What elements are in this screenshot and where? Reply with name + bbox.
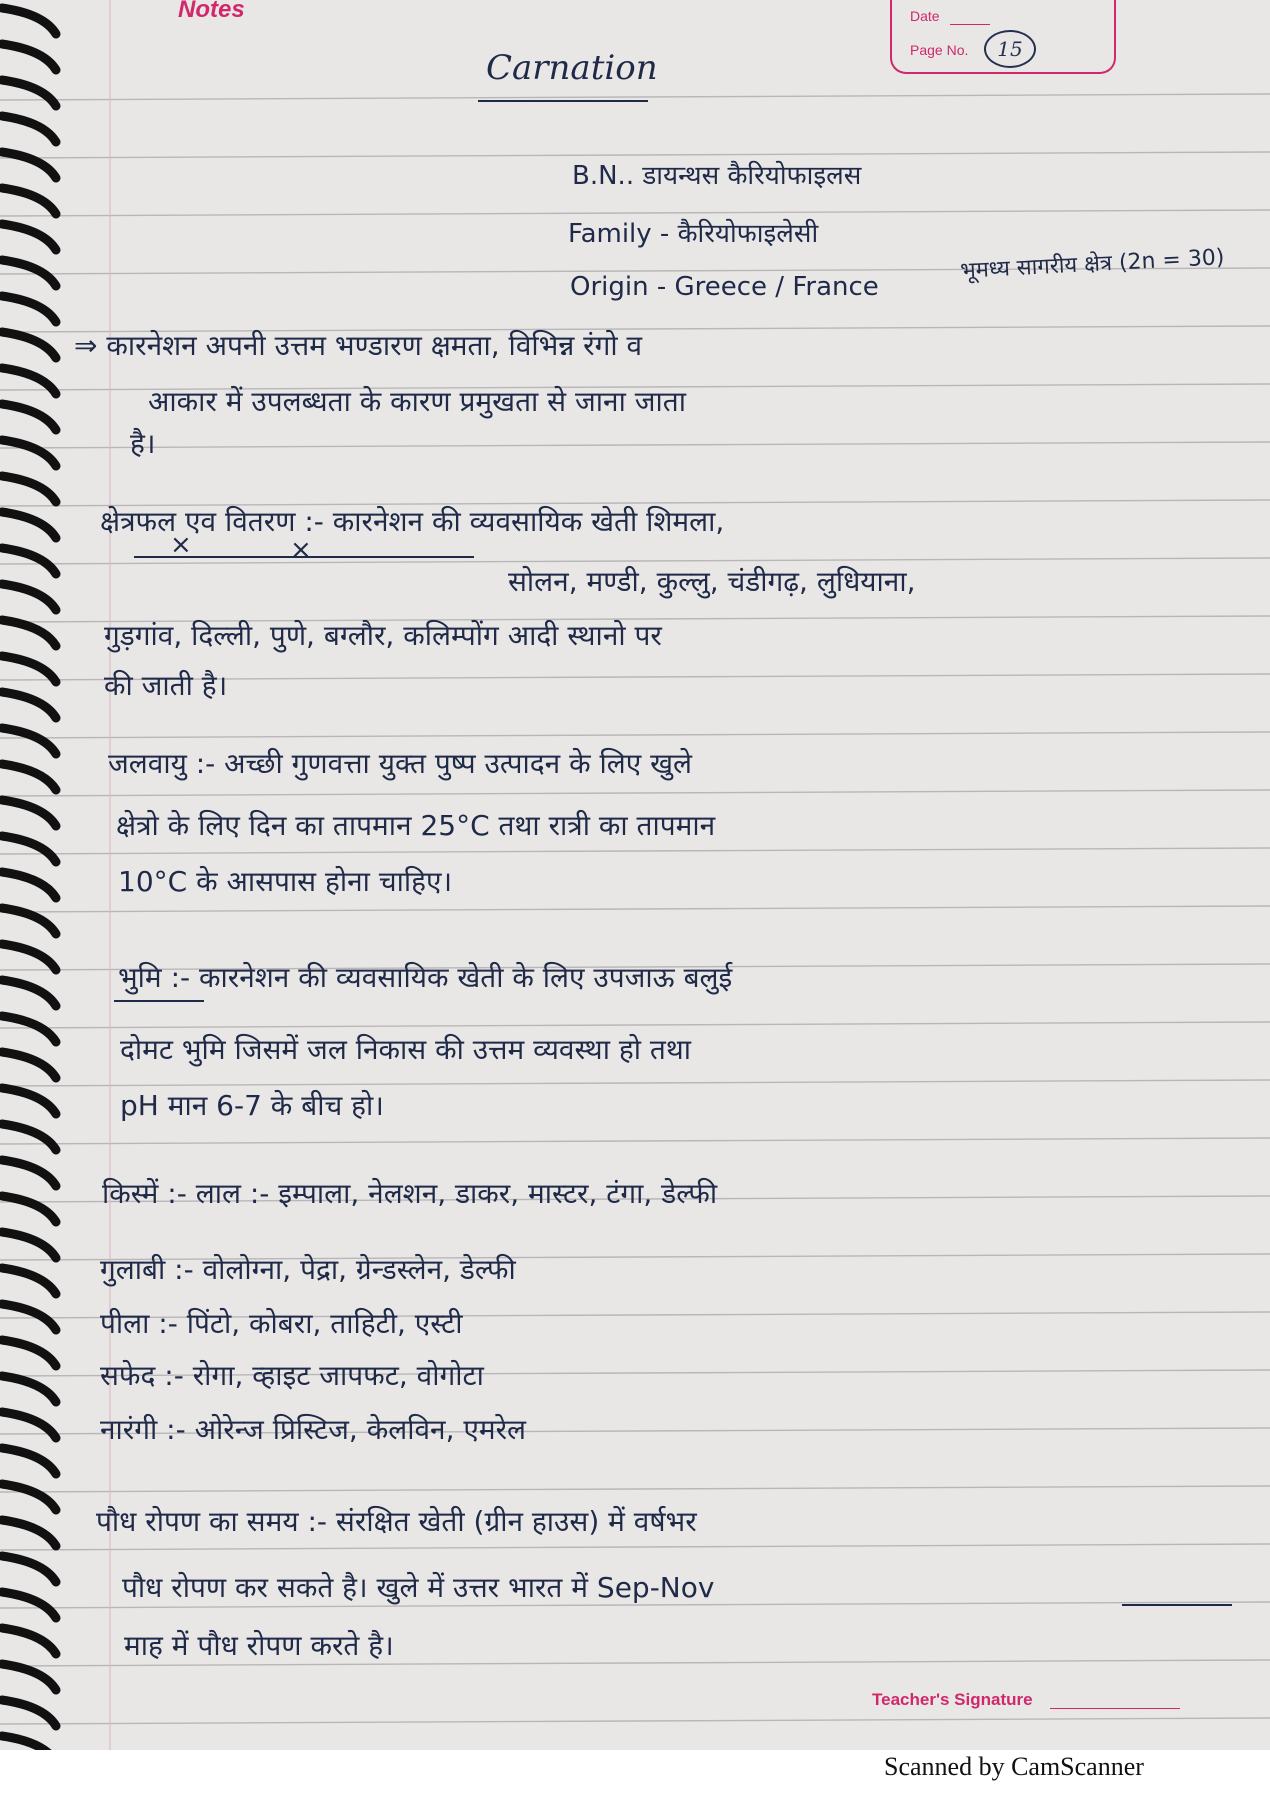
- notebook-brand: Notes: [178, 0, 245, 23]
- soil-line-2: दोमट भुमि जिसमें जल निकास की उत्तम व्यवस्था हो तथा: [120, 1033, 691, 1066]
- area-line-4: की जाती है।: [104, 669, 228, 702]
- varieties-line-2: गुलाबी :- वोलोग्ना, पेद्रा, ग्रेन्डस्लेन, डेल्फी: [100, 1253, 516, 1286]
- spiral-coil: [2, 1448, 56, 1474]
- climate-line-3: 10°C के आसपास होना चाहिए।: [118, 865, 453, 898]
- spiral-coil: [2, 1340, 56, 1366]
- spiral-coil: [2, 728, 56, 754]
- spiral-coil: [2, 584, 56, 610]
- page-number: 15: [984, 30, 1036, 68]
- spiral-coil: [2, 440, 56, 466]
- spiral-coil: [2, 152, 56, 178]
- spiral-coil: [2, 872, 56, 898]
- climate-line-2: क्षेत्रो के लिए दिन का तापमान 25°C तथा रात्री का तापमान: [116, 809, 716, 842]
- spiral-coil: [2, 1088, 56, 1114]
- varieties-line-3: पीला :- पिंटो, कोबरा, ताहिटी, एस्टी: [100, 1307, 463, 1340]
- spiral-coil: [2, 1196, 56, 1222]
- ruled-line: [0, 442, 1270, 448]
- spiral-coil: [2, 1160, 56, 1186]
- spiral-coil: [2, 1592, 56, 1618]
- spiral-coil: [2, 1376, 56, 1402]
- ruled-line: [0, 1138, 1270, 1144]
- spiral-coil: [2, 296, 56, 322]
- teacher-signature-label: Teacher's Signature: [872, 1690, 1033, 1709]
- date-page-box: [890, 0, 1116, 74]
- ruled-line: [0, 848, 1270, 854]
- intro-line-3: है।: [130, 427, 156, 460]
- soil-underline: [114, 1000, 204, 1002]
- spiral-coil: [2, 908, 56, 934]
- area-line-2: सोलन, मण्डी, कुल्लु, चंडीगढ़, लुधियाना,: [508, 565, 916, 598]
- ruled-line: [0, 790, 1270, 796]
- spiral-coil: [2, 980, 56, 1006]
- spiral-coil: [2, 764, 56, 790]
- spiral-coil: [2, 1556, 56, 1582]
- spiral-coil: [2, 1124, 56, 1150]
- date-label: Date: [910, 8, 940, 24]
- family: Family - कैरियोफाइलेसी: [568, 219, 819, 249]
- area-line-3: गुड़गांव, दिल्ली, पुणे, बग्लौर, कलिम्पोंग आदी स्थानो पर: [104, 619, 662, 652]
- spiral-coil: [2, 836, 56, 862]
- title-underline: [478, 100, 648, 102]
- spiral-coil: [2, 368, 56, 394]
- spiral-coil: [2, 1052, 56, 1078]
- spiral-coil: [2, 8, 56, 34]
- planting-line-1: पौध रोपण का समय :- संरक्षित खेती (ग्रीन हाउस) में वर्षभर: [96, 1505, 697, 1538]
- spiral-binding: [0, 0, 80, 1750]
- spiral-coil: [2, 188, 56, 214]
- spiral-coil: [2, 1484, 56, 1510]
- spiral-coil: [2, 332, 56, 358]
- spiral-coil: [2, 1700, 56, 1726]
- spiral-coil: [2, 548, 56, 574]
- ruled-line: [0, 1544, 1270, 1550]
- planting-line-3: माह में पौध रोपण करते है।: [124, 1629, 394, 1662]
- varieties-line-5: नारंगी :- ओरेन्ज प्रिस्टिज, केलविन, एमरेल: [100, 1413, 527, 1446]
- planting-line-2: पौध रोपण कर सकते है। खुले में उत्तर भारत में Sep-Nov: [122, 1571, 715, 1604]
- spiral-coil: [2, 260, 56, 286]
- spiral-coil: [2, 80, 56, 106]
- sep-nov-underline: [1122, 1604, 1232, 1606]
- area-underline: [134, 556, 474, 558]
- spiral-coil: [2, 620, 56, 646]
- spiral-coil: [2, 116, 56, 142]
- scanner-watermark: Scanned by CamScanner: [884, 1752, 1144, 1781]
- spiral-coil: [2, 476, 56, 502]
- spiral-coil: [2, 224, 56, 250]
- spiral-coil: [2, 1268, 56, 1294]
- soil-line-1: भुमि :- कारनेशन की व्यवसायिक खेती के लिए उपजाऊ बलुई: [118, 961, 733, 994]
- origin-note: भूमध्य सागरीय क्षेत्र (2n = 30): [959, 245, 1226, 284]
- spiral-coil: [2, 512, 56, 538]
- ruled-line: [0, 1486, 1270, 1492]
- teacher-signature-line: [1050, 1708, 1180, 1709]
- page-no-label: Page No.: [910, 42, 969, 58]
- spiral-coil: [2, 1664, 56, 1690]
- spiral-coil: [2, 692, 56, 718]
- spiral-coil: [2, 1016, 56, 1042]
- spiral-coil: [2, 404, 56, 430]
- spiral-coil: [2, 1736, 56, 1750]
- ruled-line: [0, 906, 1270, 912]
- scratch-mark: ×: [290, 535, 312, 565]
- ruled-line: [0, 1022, 1270, 1028]
- page-title: Carnation: [486, 48, 658, 88]
- intro-line-2: आकार में उपलब्धता के कारण प्रमुखता से जाना जाता: [148, 385, 686, 418]
- spiral-coil: [2, 1304, 56, 1330]
- scratch-mark: ×: [170, 530, 192, 560]
- varieties-line-1: किस्में :- लाल :- इम्पाला, नेलशन, डाकर, मास्टर, टंगा, डेल्फी: [102, 1177, 718, 1210]
- ruled-line: [0, 1718, 1270, 1724]
- area-line-1: क्षेत्रफल एव वितरण :- कारनेशन की व्यवसायिक खेती शिमला,: [100, 505, 725, 538]
- spiral-coil: [2, 1628, 56, 1654]
- spiral-coil: [2, 656, 56, 682]
- spiral-coil: [2, 800, 56, 826]
- spiral-coil: [2, 944, 56, 970]
- spiral-coil: [2, 44, 56, 70]
- ruled-line: [0, 732, 1270, 738]
- spiral-coil: [2, 1232, 56, 1258]
- origin: Origin - Greece / France: [570, 272, 879, 302]
- intro-line-1: ⇒ कारनेशन अपनी उत्तम भण्डारण क्षमता, विभिन्न रंगो व: [74, 329, 643, 362]
- climate-line-1: जलवायु :- अच्छी गुणवत्ता युक्त पुष्प उत्पादन के लिए खुले: [108, 747, 692, 780]
- spiral-coil: [2, 1520, 56, 1546]
- date-line: [950, 24, 990, 25]
- spiral-coil: [2, 1412, 56, 1438]
- varieties-line-4: सफेद :- रोगा, व्हाइट जापफट, वोगोटा: [100, 1359, 484, 1392]
- soil-line-3: pH मान 6-7 के बीच हो।: [120, 1089, 384, 1122]
- botanical-name: B.N.. डायन्थस कैरियोफाइलस: [572, 161, 862, 191]
